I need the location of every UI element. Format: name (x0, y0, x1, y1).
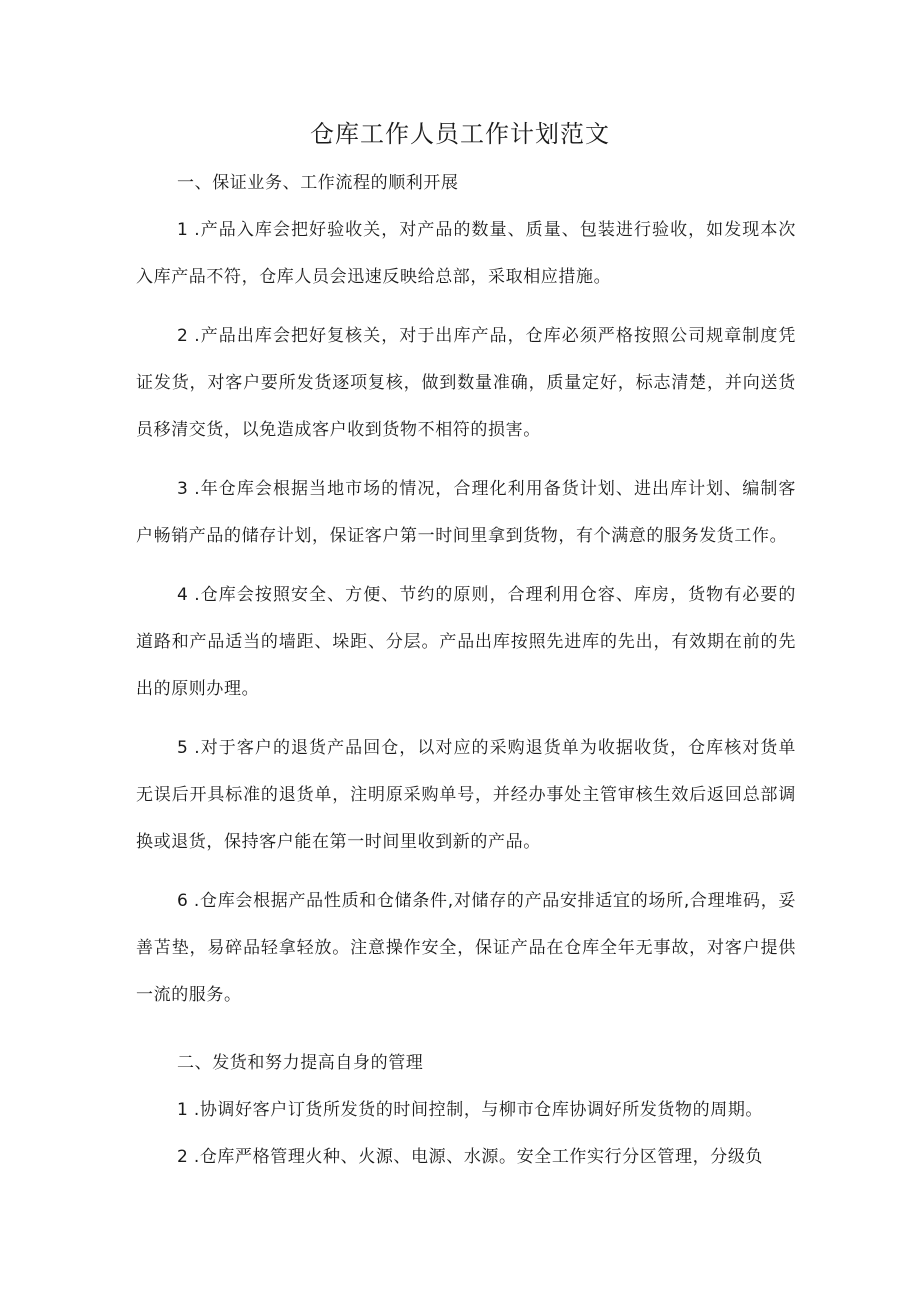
item-text: .产品入库会把好验收关，对产品的数量、质量、包装进行验收，如发现本次入库产品不符，仓库人员会迅速反映给总部，采取相应措施。 (136, 220, 796, 287)
list-item (136, 1087, 796, 1134)
section-heading-1: 一、保证业务、工作流程的顺利开展 (177, 173, 459, 193)
list-item (136, 1134, 796, 1181)
item-number: 3 (177, 479, 188, 499)
item-number: 1 (177, 1100, 188, 1120)
document-title: 仓库工作人员工作计划范文 (310, 120, 610, 148)
item-number: 4 (177, 585, 188, 605)
list-item (136, 878, 796, 1019)
item-text: .协调好客户订货所发货的时间控制，与柳市仓库协调好所发货物的周期。 (187, 1100, 764, 1120)
item-text: .对于客户的退货产品回仓，以对应的采购退货单为收据收货，仓库核对货单无误后开具标准的退货单，注明原采购单号，并经办事处主管审核生效后返回总部调换或退货，保持客户能在第一时间里收到新的产品。 (136, 738, 796, 852)
item-number: 1 (177, 220, 188, 240)
item-number: 2 (177, 1147, 188, 1167)
item-number: 5 (177, 738, 188, 758)
list-item (136, 572, 796, 713)
section-2-items (136, 1087, 796, 1181)
item-text: .仓库严格管理火种、火源、电源、水源。安全工作实行分区管理，分级负 (187, 1147, 764, 1167)
item-number: 2 (177, 326, 188, 346)
section-heading-2: 二、发货和努力提高自身的管理 (177, 1053, 424, 1073)
list-item (136, 725, 796, 866)
item-number: 6 (177, 891, 188, 911)
item-text: .仓库会根据产品性质和仓储条件,对储存的产品安排适宜的场所,合理堆码，妥善苫垫，易碎品轻拿轻放。注意操作安全，保证产品在仓库全年无事故，对客户提供一流的服务。 (136, 891, 796, 1005)
item-text: .年仓库会根据当地市场的情况，合理化利用备货计划、进出库计划、编制客户畅销产品的储存计划，保证客户第一时间里拿到货物，有个满意的服务发货工作。 (136, 479, 796, 546)
item-text: .产品出库会把好复核关，对于出库产品，仓库必须严格按照公司规章制度凭证发货，对客户要所发货逐项复核，做到数量准确，质量定好，标志清楚，并向送货员移清交货，以免造成客户收到货物不相符的损害。 (136, 326, 796, 440)
item-text: .仓库会按照安全、方便、节约的原则，合理利用仓容、库房，货物有必要的道路和产品适当的墙距、垛距、分层。产品出库按照先进库的先出，有效期在前的先出的原则办理。 (136, 585, 796, 699)
list-item (136, 313, 796, 454)
list-item (136, 207, 796, 301)
list-item (136, 466, 796, 560)
section-1-items (136, 207, 796, 1019)
